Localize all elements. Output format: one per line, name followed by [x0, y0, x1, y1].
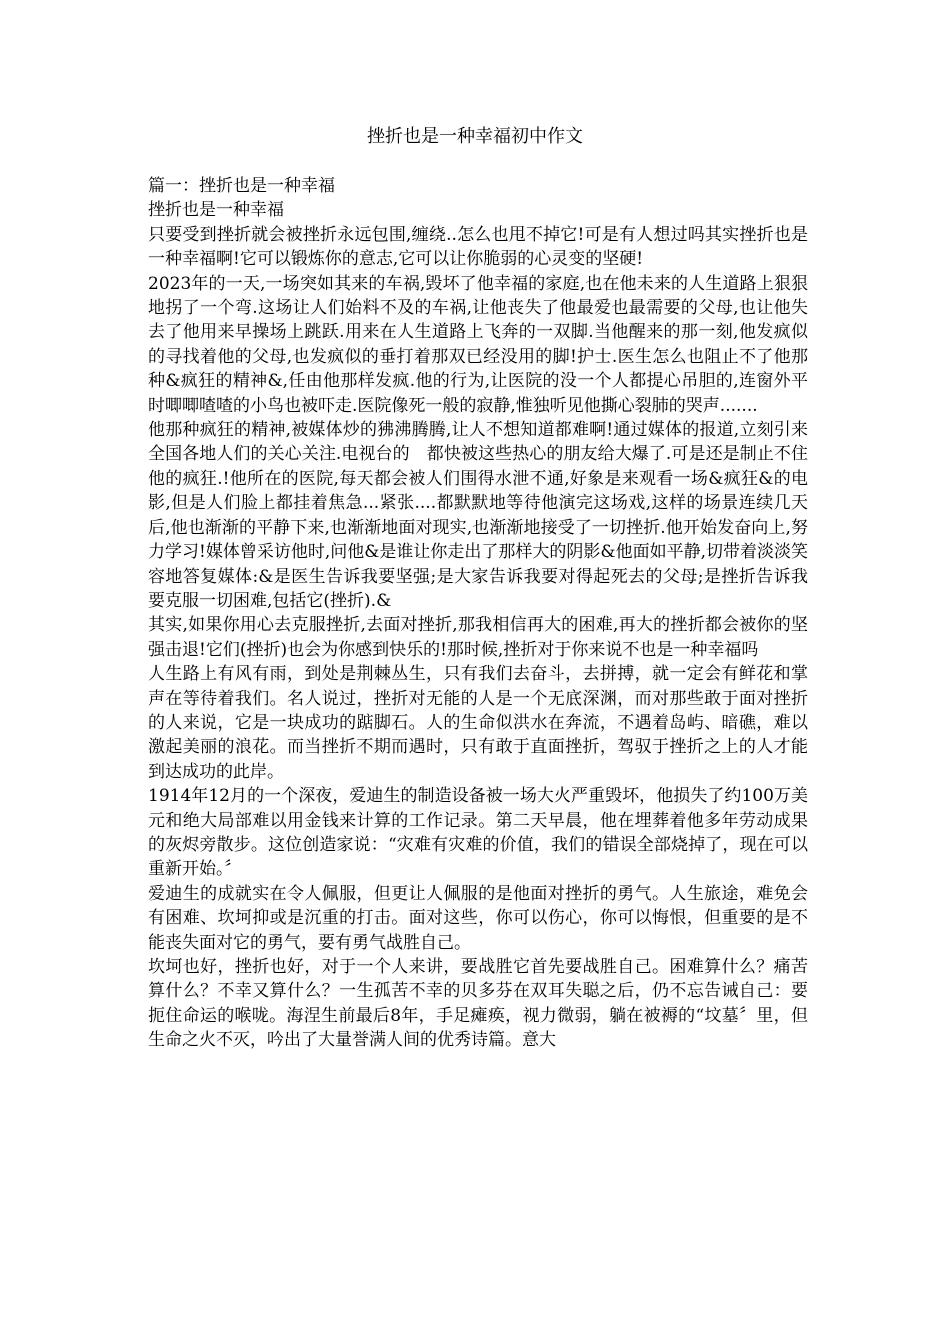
document-title: 挫折也是一种幸福初中作文 [367, 126, 583, 147]
paragraph: 人生路上有风有雨，到处是荆棘丛生，只有我们去奋斗，去拼搏，就一定会有鲜花和掌声在等待着我们。名人说过，挫折对无能的人是一个无底深渊，而对那些敢于面对挫折的人来说，它是一块成功的踮脚石。人的生命似洪水在奔流，不遇着岛屿、暗礁，难以激起美丽的浪花。而当挫折不期而遇时，只有敢于直面挫折，驾驭于挫折之上的人才能到达成功的此岸。 [148, 664, 808, 782]
paragraph: 2023年的一天,一场突如其来的车祸,毁坏了他幸福的家庭,也在他未来的人生道路上狠狠地拐了一个弯.这场让人们始料不及的车祸,让他丧失了他最爱也最需要的父母,也让他失去了他用来早操场上跳跃.用来在人生道路上飞奔的一双脚.当他醒来的那一刻,他发疯似的寻找着他的父母,也发疯似的垂打着那双已经没用的脚!护士.医生怎么也阻止不了他那种&疯狂的精神&,任由他那样发疯.他的行为,让医院的没一个人都提心吊胆的,连窗外平时唧唧喳喳的小鸟也被吓走.医院像死一般的寂静,惟独听见他撕心裂肺的哭声....... [148, 273, 808, 416]
paragraph: 爱迪生的成就实在令人佩服，但更让人佩服的是他面对挫折的勇气。人生旅途，难免会有困难、坎坷抑或是沉重的打击。面对这些，你可以伤心，你可以悔恨，但重要的是不能丧失面对它的勇气，要有勇气战胜自己。 [148, 883, 808, 953]
document-body [148, 174, 808, 1053]
essay-title: 挫折也是一种幸福 [148, 200, 284, 221]
paragraph: 1914年12月的一个深夜，爱迪生的制造设备被一场大火严重毁坏，他损失了约100万美元和绝大局部难以用金钱来计算的工作记录。第二天早晨，他在埋葬着他多年劳动成果的灰烬旁散步。这位创造家说：“灾难有灾难的价值，我们的错误全部烧掉了，现在可以重新开始。〞 [148, 786, 808, 880]
paragraph: 坎坷也好，挫折也好，对于一个人来讲，要战胜它首先要战胜自己。困难算什么？痛苦算什么？不幸又算什么？一生孤苦不幸的贝多芬在双耳失聪之后，仍不忘告诫自己：要扼住命运的喉咙。海涅生前最后8年，手足瘫痪，视力微弱，躺在被褥的“坟墓〞里，但生命之火不灭，吟出了大量誉满人间的优秀诗篇。意大 [148, 957, 808, 1051]
paragraph: 其实,如果你用心去克服挫折,去面对挫折,那我相信再大的困难,再大的挫折都会被你的坚强击退!它们(挫折)也会为你感到快乐的!那时候,挫折对于你来说不也是一种幸福吗 [148, 615, 808, 660]
paragraph: 只要受到挫折就会被挫折永远包围,缠绕..怎么也甩不掉它!可是有人想过吗其实挫折也是一种幸福啊!它可以锻炼你的意志,它可以让你脆弱的心灵变的坚硬! [148, 224, 808, 270]
section-heading: 篇一：挫折也是一种幸福 [148, 176, 335, 196]
paragraph: 他那种疯狂的精神,被媒体炒的狒沸腾腾,让人不想知道都难啊!通过媒体的报道,立刻引来全国各地人们的关心关注.电视台的 都快被这些热心的朋友给大爆了.可是还是制止不住他的疯狂.!他所在的医院,每天都会被人们围得水泄不通,好象是来观看一场&疯狂&的电影,但是人们脸上都挂着焦急...紧张....都默默地等待他演完这场戏,这样的场景连续几天后,他也渐渐的平静下来,也渐渐地面对现实,也渐渐地接受了一切挫折.他开始发奋向上,努力学习!媒体曾采访他时,问他&是谁让你走出了那样大的阴影&他面如平静,切带着淡淡笑容地答复媒体:&是医生告诉我要坚强;是大家告诉我要对得起死去的父母;是挫折告诉我要克服一切困难,包括它(挫折).& [148, 420, 808, 611]
